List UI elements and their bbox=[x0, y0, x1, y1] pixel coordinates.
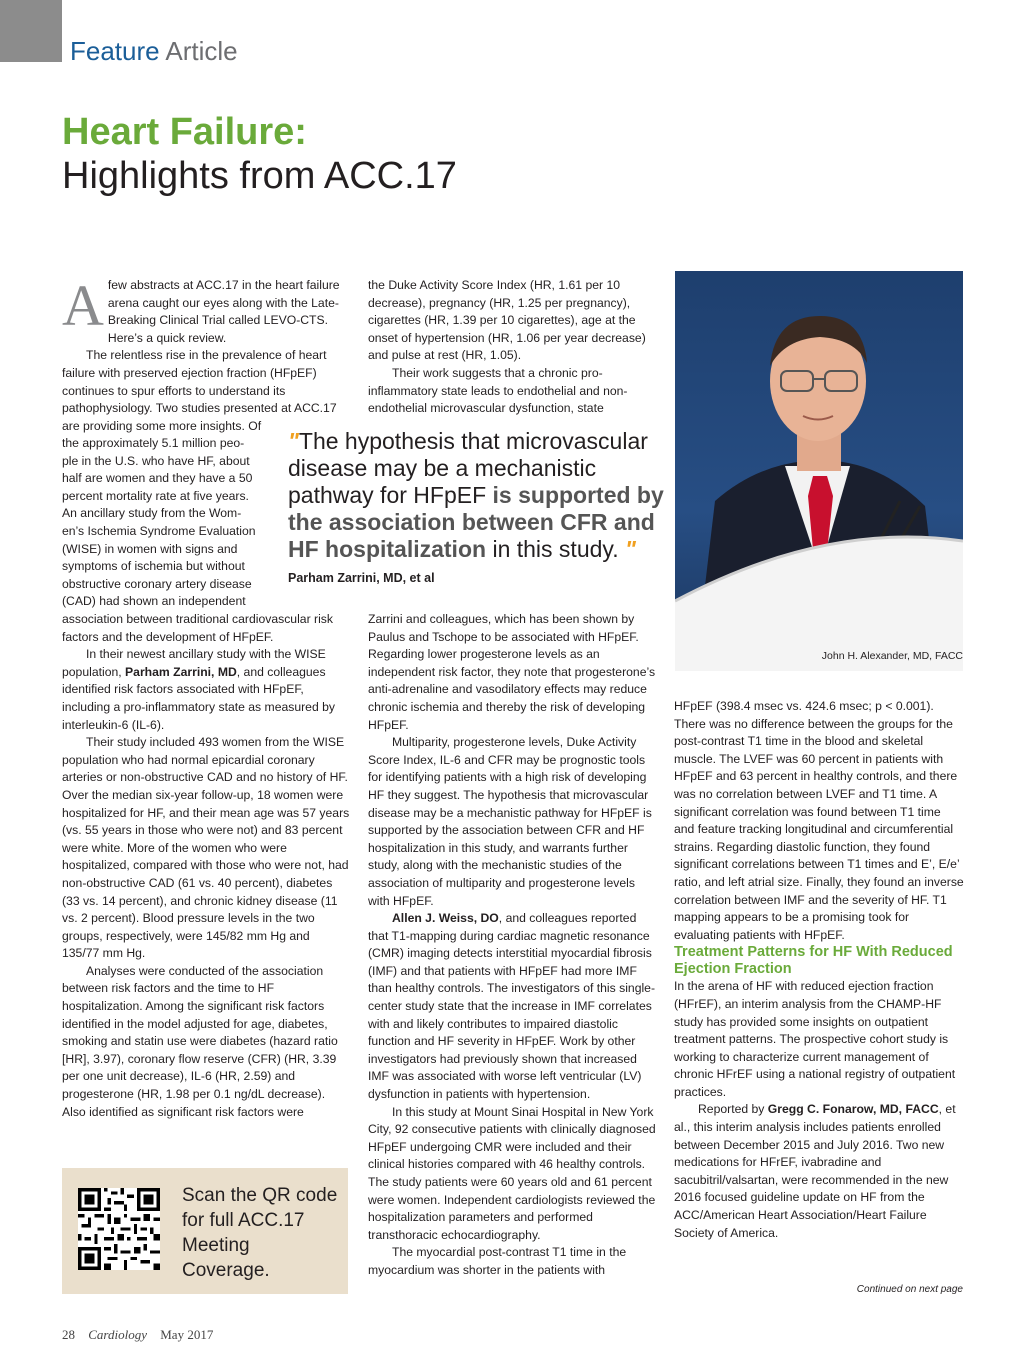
paragraph-text: In their newest ancillary study with the WISE population, bbox=[62, 647, 326, 679]
paragraph: the Duke Activity Score Index (HR, 1.61 per 10 decrease), pregnancy (HR, 1.25 per pregnancy), cigarettes (HR, 1.39 per 10 cigarettes), age at the onset of hypertension (HR, 1.06 per year decrease) and pulse at rest (HR, 1.05). bbox=[368, 278, 646, 363]
drop-cap: A bbox=[62, 273, 104, 338]
paragraph: In the arena of HF with reduced ejection fraction (HFrEF), an interim analysis from the CHAMP-HF study has provided some insights on outpatient treatment patterns. The prospective cohort study is working to characterize current management of chronic HFrEF using a national registry of outpatient practices. bbox=[674, 979, 956, 1099]
photo-caption: John H. Alexander, MD, FACC bbox=[821, 650, 963, 662]
issue-date: May 2017 bbox=[160, 1327, 214, 1342]
text-line: (WISE) in women with signs and bbox=[62, 541, 238, 556]
pull-quote-credit: Parham Zarrini, MD, et al bbox=[288, 571, 435, 585]
paragraph bbox=[368, 910, 656, 1104]
paragraph: The relentless rise in the prevalence of heart failure with preserved ejection fraction (HFpEF) continues to spur efforts to understand its pathophysiology. Two studies presented at ACC.17 are providing some more insights. Of bbox=[62, 348, 337, 433]
paragraph bbox=[62, 646, 350, 734]
article-title: Heart Failure: bbox=[62, 111, 307, 153]
author-name: Allen J. Weiss, DO bbox=[392, 911, 499, 926]
pull-quote-text: The hypothesis that microvascular disease may be a mechanistic pathway for HFpEF bbox=[288, 428, 648, 508]
column-2-body bbox=[368, 611, 656, 1280]
text-line: (CAD) had shown an independent bbox=[62, 594, 246, 609]
text-line: obstructive coronary artery disease bbox=[62, 576, 252, 591]
section-label bbox=[70, 36, 238, 66]
paragraph: HFpEF (398.4 msec vs. 424.6 msec; p < 0.001). There was no difference between the groups for the post-contrast T1 time in the blood and skeletal muscle. The LVEF was 60 percent in patients with HFpEF and 63 percent in healthy controls, and there was no correlation between LVEF and T1 time. A significant correlation was found between T1 time and feature tracking longitudinal and circumferential strains. Regarding diastolic function, they found significant correlations between T1 times and E’, E/e’ ratio, and left atrial size. Finally, they found an inverse correlation between IMF and the severity of HF. T1 mapping appears to be a promising took for evaluating patients with HFpEF. bbox=[674, 699, 964, 942]
column-1-narrow bbox=[62, 435, 277, 611]
article-subtitle: Highlights from ACC.17 bbox=[62, 155, 457, 197]
text-line: en’s Ischemia Syndrome Evaluation bbox=[62, 523, 256, 538]
text-line: symptoms of ischemia but without bbox=[62, 559, 245, 574]
paragraph-text: Reported by bbox=[698, 1102, 768, 1117]
paragraph-text: , and colleagues reported that T1-mapping during cardiac magnetic resonance (CMR) imaging detects interstitial myocardial fibrosis (IMF) and that patients with HFpEF had more IMF than healthy controls. The investigators of this single-center study state that the increase in IMF correlates with and likely contributes to impaired diastolic function and HF severity in HFpEF. Work by other investigators had previously shown that increased IMF was associated with worse left ventricular (LV) dysfunction in patients with hypertension. bbox=[368, 911, 656, 1102]
paragraph: In this study at Mount Sinai Hospital in New York City, 92 consecutive patients with clinically diagnosed HFpEF undergoing CMR were included and their clinical histories compared with 46 healthy controls. The study patients were 60 years old and 61 percent were women. Independent cardiologists reviewed the hospitalization parameters and performed transthoracic echocardiography. bbox=[368, 1104, 656, 1242]
paragraph: Analyses were conducted of the association between risk factors and the time to HF hospitalization. Among the significant risk factors identified in the model adjusted for age, diabetes, smoking and statin use were diabetes (hazard ratio [HR], 3.97), coronary flow reserve (CFR) (HR, 3.39 per one unit decrease), IL-6 (HR, 2.59) and progesterone (HR, 1.98 per 0.1 ng/dL decrease). Also identified as significant risk factors were bbox=[62, 963, 338, 1119]
qr-callout bbox=[62, 1168, 348, 1294]
column-3-body bbox=[674, 698, 964, 1242]
page-footer bbox=[62, 1327, 223, 1343]
column-2-top bbox=[368, 277, 656, 418]
speaker-photo bbox=[675, 271, 963, 671]
corner-tab bbox=[0, 0, 62, 62]
pull-quote bbox=[288, 428, 668, 563]
pull-quote-emphasis: is supported by the association between CFR and HF hospitalization bbox=[288, 482, 664, 562]
paragraph-text: , and colleagues identified risk factors associated with HFpEF, including a pro-inflammatory state as measured by interleukin-6 (IL-6). bbox=[62, 664, 335, 732]
column-1-top bbox=[62, 273, 350, 435]
magazine-name: Cardiology bbox=[88, 1327, 147, 1342]
text-line: An ancillary study from the Wom- bbox=[62, 506, 242, 521]
column-1-body bbox=[62, 611, 350, 1121]
text-line: percent mortality rate at five years. bbox=[62, 488, 249, 503]
paragraph bbox=[674, 1101, 964, 1242]
open-quote-mark: " bbox=[288, 428, 299, 454]
paragraph: association between traditional cardiovascular risk factors and the development of HFpEF. bbox=[62, 612, 333, 644]
paragraph: The myocardial post-contrast T1 time in the myocardium was shorter in the patients with bbox=[368, 1245, 627, 1277]
text-line: half are women and they have a 50 bbox=[62, 471, 253, 486]
speaker-photo-illustration bbox=[675, 271, 963, 671]
close-quote-mark: " bbox=[624, 536, 636, 562]
page-number: 28 bbox=[62, 1327, 75, 1342]
section-label-article: Article bbox=[165, 36, 238, 66]
paragraph: Their work suggests that a chronic pro-inflammatory state leads to endothelial and non-endothelial microvascular dysfunction, state bbox=[368, 365, 628, 416]
section-label-feature: Feature bbox=[70, 36, 160, 66]
section-subheading: Treatment Patterns for HF With Reduced Ejection Fraction bbox=[674, 944, 953, 978]
text-line: ple in the U.S. who have HF, about bbox=[62, 453, 250, 468]
text-line: the approximately 5.1 million peo- bbox=[62, 436, 245, 450]
qr-code-icon[interactable] bbox=[78, 1188, 160, 1270]
paragraph: Multiparity, progesterone levels, Duke Activity Score Index, IL-6 and CFR may be prognostic tools for identifying patients with a high risk of developing HF they suggest. The hypothesis that microvascular disease may be a mechanistic pathway for HFpEF is supported by the association between CFR and HF hospitalization in this study, and warrants further study, along with the mechanistic studies of the association of multiparity and progesterone levels with HFpEF. bbox=[368, 735, 652, 908]
pull-quote-text-end: in this study. bbox=[486, 536, 619, 562]
author-name: Parham Zarrini, MD bbox=[125, 664, 237, 679]
continued-note: Continued on next page bbox=[856, 1284, 963, 1295]
qr-callout-text: Scan the QR code for full ACC.17 Meeting Coverage. bbox=[182, 1185, 338, 1281]
author-name: Gregg C. Fonarow, MD, FACC bbox=[767, 1102, 939, 1117]
paragraph-text: , et al., this interim analysis includes patients enrolled between December 2015 and July 2016. Two new medications for HFrEF, ivabradine and sacubitril/valsartan, were recommended in the new 2016 focused guideline update on HF from the ACC/American Heart Association/Heart Failure Society of America. bbox=[674, 1102, 956, 1240]
paragraph: Their study included 493 women from the WISE population who had normal epicardial coronary arteries or non-obstructive CAD and no history of HF. Over the median six-year follow-up, 18 women were hospitalized for HF, and their mean age was 57 years (vs. 55 years in those who were not) and 83 percent were white. More of the women who were hospitalized, compared with those who were not, had non-obstructive CAD (61 vs. 40 percent), diabetes (33 vs. 14 percent), and chronic kidney disease (11 vs. 2 percent). Blood pressure levels in the two groups, respectively, were 145/82 mm Hg and 135/77 mm Hg. bbox=[62, 735, 350, 961]
paragraph: Zarrini and colleagues, which has been shown by Paulus and Tschope to be associated with HFpEF. Regarding lower progesterone levels as an independent risk factor, they note that progesterone’s anti-adrenaline and vasodilatory effects may reduce chronic ischemia and thereby the risk of developing HFpEF. bbox=[368, 612, 656, 732]
intro-paragraph: few abstracts at ACC.17 in the heart failure arena caught our eyes along with the Late-Breaking Clinical Trial called LEVO-CTS. Here’s a quick review. bbox=[107, 278, 340, 345]
